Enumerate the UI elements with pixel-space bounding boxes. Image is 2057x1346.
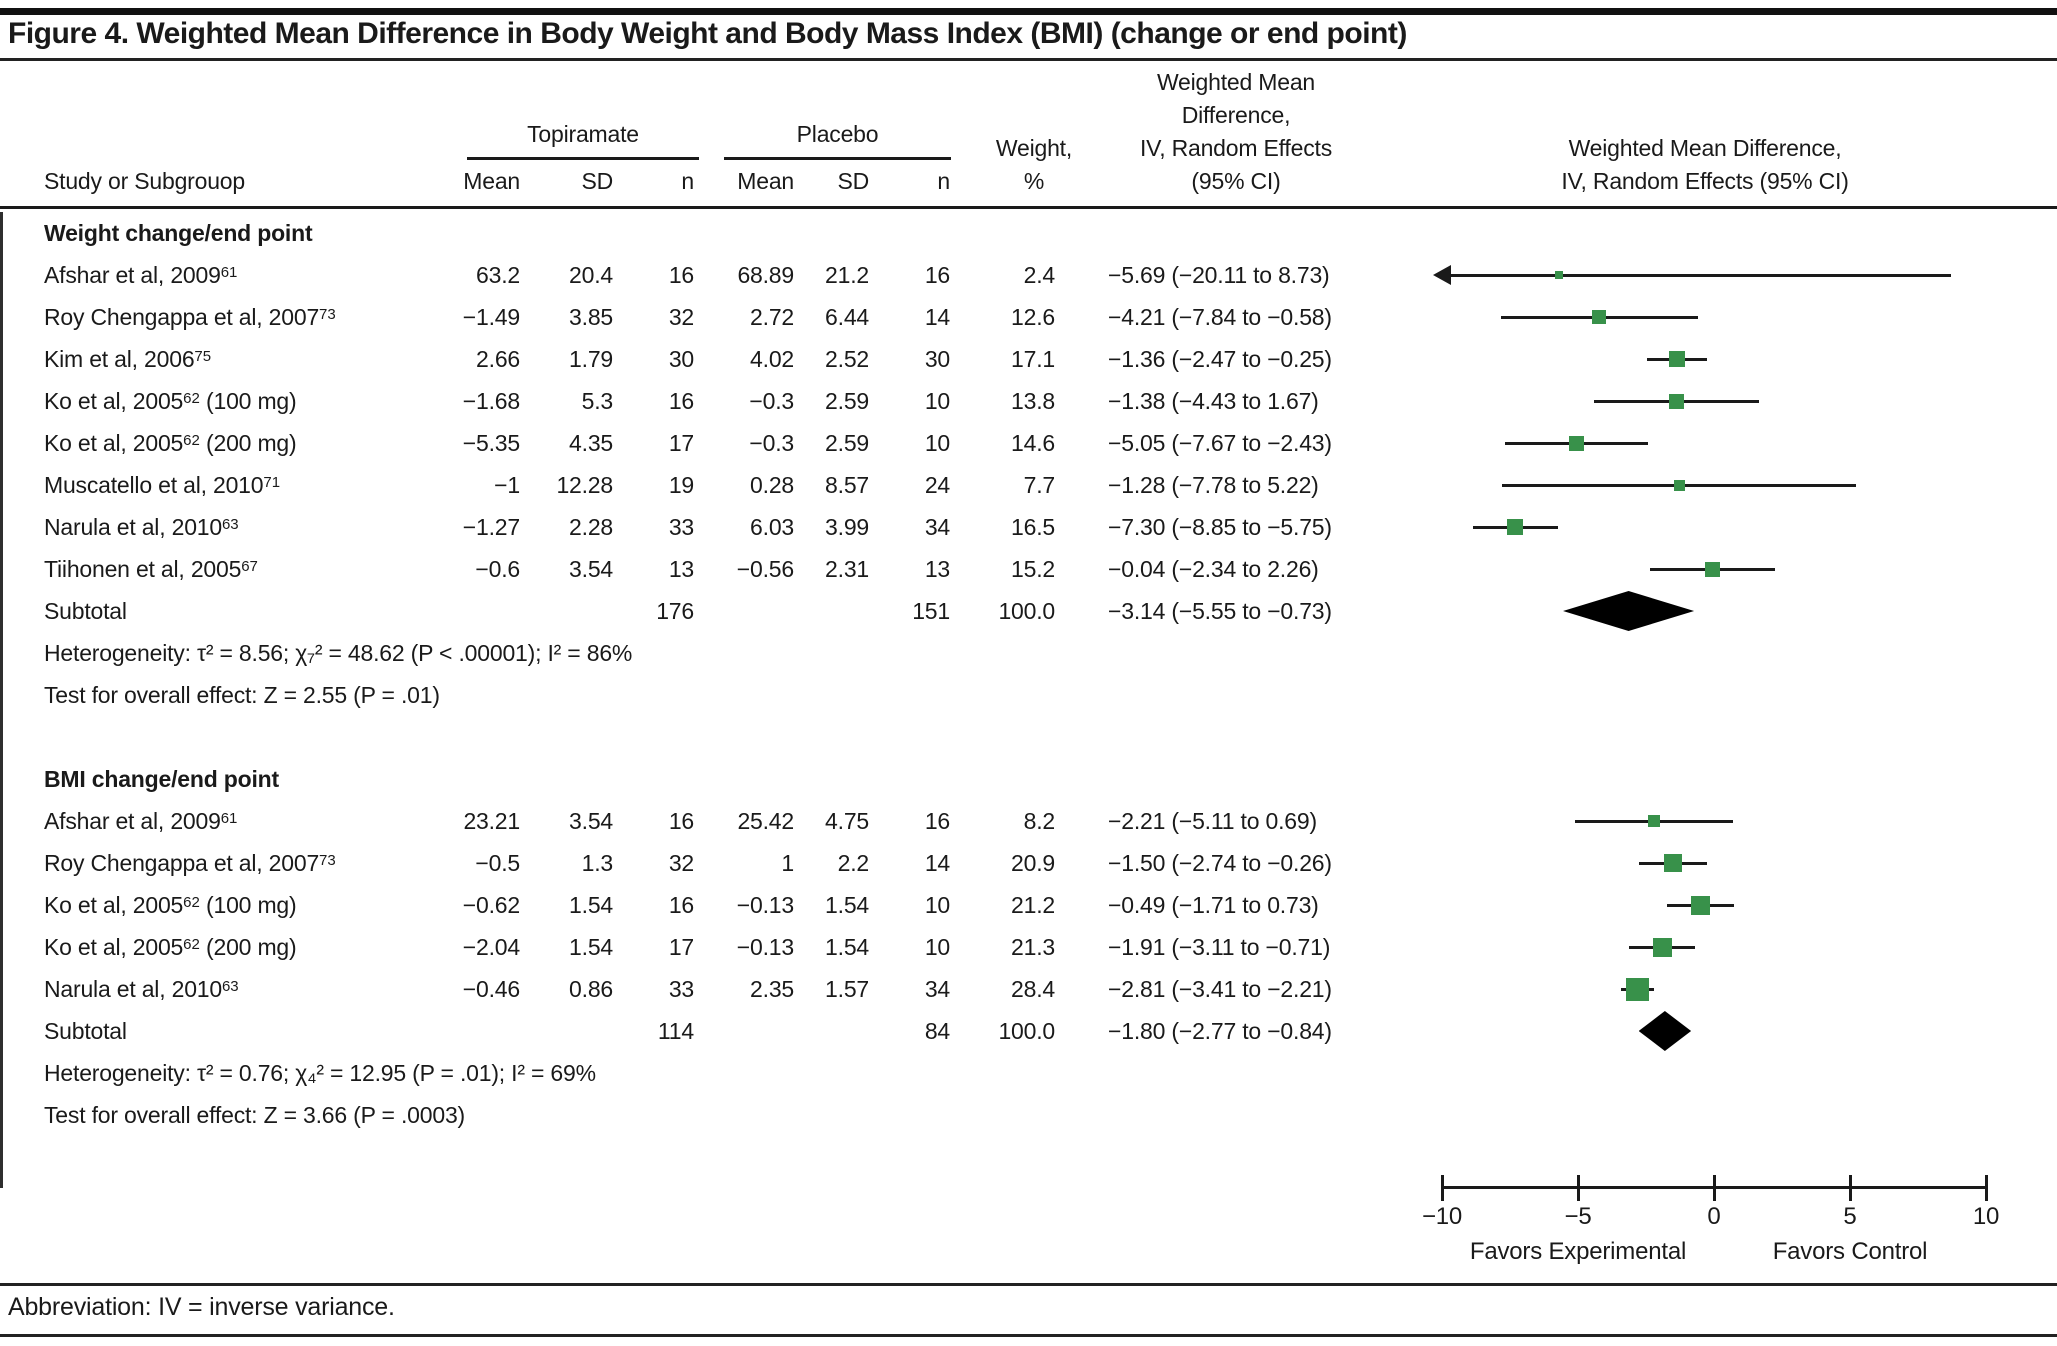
- column-header-placebo: Placebo: [796, 121, 879, 147]
- study-name: Narula et al, 2010: [44, 976, 222, 1002]
- placebo-n-value: 10: [924, 934, 950, 960]
- topiramate-mean-value: −1.27: [462, 514, 520, 540]
- placebo-sd-value: 2.2: [837, 850, 869, 876]
- section-header-label: Weight change/end point: [44, 220, 313, 246]
- top-rule-bar: [0, 8, 2057, 15]
- study-label: [44, 506, 464, 548]
- heterogeneity-row: [0, 632, 2057, 674]
- overall-effect-text: Test for overall effect: Z = 3.66 (P = .0003): [44, 1102, 465, 1128]
- study-name: Afshar et al, 2009: [44, 808, 221, 834]
- overall-effect-text: Test for overall effect: Z = 2.55 (P = .01): [44, 682, 440, 708]
- subtotal-diamond: [1563, 591, 1694, 631]
- point-estimate-marker: [1653, 938, 1672, 957]
- placebo-n-value: 34: [924, 976, 950, 1002]
- study-reference-superscript: 71: [263, 474, 281, 491]
- topiramate-mean-value: 63.2: [476, 262, 520, 288]
- study-reference-superscript: 62: [183, 390, 200, 407]
- weight-percent-value: 16.5: [1011, 514, 1055, 540]
- topiramate-n-value: 33: [668, 514, 694, 540]
- study-reference-superscript: 61: [220, 264, 238, 281]
- placebo-n-value: 10: [924, 388, 950, 414]
- point-estimate-marker: [1592, 310, 1606, 324]
- weight-percent-value: 28.4: [1011, 976, 1055, 1002]
- topiramate-n-value: 33: [668, 976, 694, 1002]
- placebo-mean-value: −0.3: [749, 388, 794, 414]
- placebo-mean-value: 68.89: [737, 262, 794, 288]
- study-row: [0, 842, 2057, 884]
- wmd-header-line2: Difference,: [1181, 102, 1291, 128]
- placebo-mean-value: 25.42: [737, 808, 794, 834]
- topiramate-n-value: 16: [668, 388, 694, 414]
- study-reference-superscript: 62: [183, 432, 200, 449]
- favors-experimental-label: Favors Experimental: [1469, 1238, 1687, 1265]
- topiramate-mean-value: −0.6: [475, 556, 520, 582]
- figure-title: Figure 4. Weighted Mean Difference in Body Weight and Body Mass Index (BMI) (change or end point): [8, 17, 1407, 50]
- study-label: [44, 380, 464, 422]
- study-name: Kim et al, 2006: [44, 346, 195, 372]
- study-dose-suffix: (200 mg): [199, 430, 297, 456]
- study-reference-superscript: 73: [319, 306, 336, 323]
- topiramate-sd-value: 4.35: [569, 430, 613, 456]
- placebo-mean-value: 2.35: [750, 976, 794, 1002]
- plot-header-line1: Weighted Mean Difference,: [1568, 135, 1842, 161]
- topiramate-mean-value: −5.35: [462, 430, 520, 456]
- plot-header-line2: IV, Random Effects (95% CI): [1561, 168, 1849, 194]
- placebo-sd-value: 2.59: [825, 430, 869, 456]
- column-header-wmd-plot: [1505, 132, 1905, 198]
- column-header-topiramate-n: n: [681, 168, 694, 194]
- section-header-row: [0, 212, 2057, 254]
- column-header-placebo-n: n: [937, 168, 950, 194]
- study-row: [0, 338, 2057, 380]
- column-header-placebo-mean: Mean: [737, 168, 794, 194]
- topiramate-sd-value: 20.4: [569, 262, 613, 288]
- point-estimate-marker: [1569, 436, 1584, 451]
- footer-rule-top: [0, 1283, 2057, 1286]
- weight-percent-value: 21.3: [1011, 934, 1055, 960]
- weight-percent-value: 12.6: [1011, 304, 1055, 330]
- weight-percent-value: 7.7: [1023, 472, 1055, 498]
- subtotal-topiramate-n: 176: [656, 598, 694, 624]
- study-name: Afshar et al, 2009: [44, 262, 221, 288]
- column-header-topiramate: Topiramate: [527, 121, 639, 147]
- subtotal-label: Subtotal: [44, 1018, 127, 1044]
- wmd-header-line4: (95% CI): [1191, 168, 1281, 194]
- ci-arrow-left-icon: [1433, 265, 1451, 285]
- column-header-wmd-text: [1086, 66, 1386, 198]
- placebo-mean-value: 4.02: [750, 346, 794, 372]
- study-row: [0, 884, 2057, 926]
- section-gap: [0, 716, 2057, 758]
- subtotal-diamond: [1639, 1011, 1691, 1051]
- placebo-mean-value: 6.03: [750, 514, 794, 540]
- study-row: [0, 422, 2057, 464]
- point-estimate-marker: [1669, 351, 1685, 367]
- x-axis-tick-label: −5: [1564, 1203, 1592, 1230]
- placebo-mean-value: 2.72: [750, 304, 794, 330]
- section-header-row: [0, 758, 2057, 800]
- placebo-sd-value: 2.52: [825, 346, 869, 372]
- point-estimate-marker: [1555, 271, 1563, 279]
- x-axis-tick-label: 5: [1843, 1203, 1857, 1230]
- point-estimate-marker: [1705, 562, 1720, 577]
- topiramate-mean-value: −1.68: [462, 388, 520, 414]
- column-header-study: Study or Subgrouop: [44, 168, 245, 194]
- x-axis-line: [1441, 1186, 1988, 1189]
- placebo-mean-value: −0.13: [736, 892, 794, 918]
- topiramate-n-value: 32: [668, 850, 694, 876]
- subtotal-row: [0, 1010, 2057, 1052]
- study-row: [0, 506, 2057, 548]
- x-axis-tick-label: 10: [1972, 1203, 2000, 1230]
- subtotal-placebo-n: 151: [912, 598, 950, 624]
- placebo-n-value: 24: [924, 472, 950, 498]
- placebo-sd-value: 3.99: [825, 514, 869, 540]
- column-header-placebo-sd: SD: [837, 168, 869, 194]
- point-estimate-marker: [1674, 480, 1685, 491]
- study-row: [0, 380, 2057, 422]
- subtotal-row: [0, 590, 2057, 632]
- topiramate-sd-value: 3.85: [569, 304, 613, 330]
- study-reference-superscript: 63: [221, 516, 239, 533]
- subtotal-weight-percent: 100.0: [998, 1018, 1055, 1044]
- study-row: [0, 968, 2057, 1010]
- heterogeneity-text: Heterogeneity: τ² = 8.56; χ₇² = 48.62 (P < .00001); I² = 86%: [44, 640, 633, 666]
- overall-effect-row: [0, 1094, 2057, 1136]
- table-rows: [0, 212, 2057, 1136]
- wmd-ci-text: −1.38 (−4.43 to 1.67): [1108, 388, 1319, 414]
- weight-percent-value: 17.1: [1011, 346, 1055, 372]
- topiramate-mean-value: 23.21: [463, 808, 520, 834]
- placebo-sd-value: 1.57: [825, 976, 869, 1002]
- placebo-sd-value: 6.44: [825, 304, 869, 330]
- study-row: [0, 926, 2057, 968]
- placebo-n-value: 14: [924, 304, 950, 330]
- weight-percent-value: 13.8: [1011, 388, 1055, 414]
- point-estimate-marker: [1691, 896, 1710, 915]
- topiramate-n-value: 17: [668, 430, 694, 456]
- overall-effect-row: [0, 674, 2057, 716]
- study-reference-superscript: 75: [194, 348, 212, 365]
- topiramate-sd-value: 12.28: [556, 472, 613, 498]
- column-header-topiramate-mean: Mean: [463, 168, 520, 194]
- weight-percent-value: 14.6: [1011, 430, 1055, 456]
- placebo-n-value: 10: [924, 892, 950, 918]
- study-dose-suffix: (100 mg): [199, 388, 297, 414]
- title-rule: [0, 58, 2057, 61]
- topiramate-n-value: 16: [668, 892, 694, 918]
- topiramate-sd-value: 2.28: [569, 514, 613, 540]
- topiramate-sd-value: 1.3: [581, 850, 613, 876]
- placebo-n-value: 16: [924, 808, 950, 834]
- placebo-sd-value: 1.54: [825, 934, 869, 960]
- study-reference-superscript: 73: [319, 852, 336, 869]
- topiramate-sd-value: 3.54: [569, 808, 613, 834]
- subtotal-weight-percent: 100.0: [998, 598, 1055, 624]
- placebo-underline: [724, 157, 951, 160]
- study-label: [44, 968, 464, 1010]
- topiramate-mean-value: 2.66: [476, 346, 520, 372]
- placebo-n-value: 34: [924, 514, 950, 540]
- ci-line: [1448, 274, 1951, 277]
- placebo-mean-value: 0.28: [750, 472, 794, 498]
- placebo-n-value: 13: [924, 556, 950, 582]
- study-reference-superscript: 62: [183, 894, 200, 911]
- x-axis-tick-label: 0: [1707, 1203, 1721, 1230]
- study-label: [44, 464, 464, 506]
- study-label: [44, 548, 464, 590]
- point-estimate-marker: [1669, 394, 1684, 409]
- placebo-n-value: 16: [924, 262, 950, 288]
- study-name: Roy Chengappa et al, 2007: [44, 850, 320, 876]
- favors-control-label: Favors Control: [1772, 1238, 1928, 1265]
- study-label: [44, 800, 464, 842]
- weight-percent-value: 15.2: [1011, 556, 1055, 582]
- heterogeneity-text: Heterogeneity: τ² = 0.76; χ₄² = 12.95 (P = .01); I² = 69%: [44, 1060, 596, 1086]
- placebo-mean-value: −0.56: [736, 556, 794, 582]
- study-reference-superscript: 61: [220, 810, 238, 827]
- topiramate-mean-value: −0.62: [462, 892, 520, 918]
- weight-percent-value: 20.9: [1011, 850, 1055, 876]
- placebo-n-value: 30: [924, 346, 950, 372]
- wmd-ci-text: −1.50 (−2.74 to −0.26): [1108, 850, 1332, 876]
- weight-header-line2: %: [1023, 168, 1045, 194]
- study-name: Roy Chengappa et al, 2007: [44, 304, 320, 330]
- topiramate-n-value: 13: [668, 556, 694, 582]
- placebo-sd-value: 2.59: [825, 388, 869, 414]
- study-name: Ko et al, 2005: [44, 934, 184, 960]
- study-name: Ko et al, 2005: [44, 388, 184, 414]
- wmd-ci-text: −2.21 (−5.11 to 0.69): [1108, 808, 1317, 834]
- abbreviation-note: Abbreviation: IV = inverse variance.: [8, 1293, 395, 1321]
- topiramate-n-value: 17: [668, 934, 694, 960]
- placebo-mean-value: 1: [781, 850, 794, 876]
- placebo-n-value: 14: [924, 850, 950, 876]
- wmd-ci-text: −7.30 (−8.85 to −5.75): [1108, 514, 1332, 540]
- subtotal-wmd-ci-text: −1.80 (−2.77 to −0.84): [1108, 1018, 1332, 1044]
- placebo-sd-value: 1.54: [825, 892, 869, 918]
- wmd-ci-text: −2.81 (−3.41 to −2.21): [1108, 976, 1332, 1002]
- study-name: Tiihonen et al, 2005: [44, 556, 242, 582]
- study-label: [44, 296, 464, 338]
- topiramate-n-value: 16: [668, 808, 694, 834]
- placebo-sd-value: 8.57: [825, 472, 869, 498]
- study-label: [44, 422, 464, 464]
- topiramate-mean-value: −0.46: [462, 976, 520, 1002]
- column-header-topiramate-sd: SD: [581, 168, 613, 194]
- point-estimate-marker: [1648, 815, 1660, 827]
- topiramate-sd-value: 5.3: [581, 388, 613, 414]
- wmd-ci-text: −1.91 (−3.11 to −0.71): [1108, 934, 1331, 960]
- subtotal-placebo-n: 84: [924, 1018, 950, 1044]
- subtotal-wmd-ci-text: −3.14 (−5.55 to −0.73): [1108, 598, 1332, 624]
- topiramate-sd-value: 1.79: [569, 346, 613, 372]
- footer-rule-bottom: [0, 1334, 2057, 1337]
- point-estimate-marker: [1664, 854, 1682, 872]
- topiramate-sd-value: 3.54: [569, 556, 613, 582]
- study-label: [44, 842, 464, 884]
- wmd-ci-text: −4.21 (−7.84 to −0.58): [1108, 304, 1332, 330]
- point-estimate-marker: [1507, 519, 1523, 535]
- point-estimate-marker: [1626, 978, 1649, 1001]
- topiramate-underline: [467, 157, 699, 160]
- weight-header-line1: Weight,: [995, 135, 1073, 161]
- topiramate-n-value: 19: [668, 472, 694, 498]
- topiramate-n-value: 30: [668, 346, 694, 372]
- study-reference-superscript: 63: [221, 978, 239, 995]
- study-name: Narula et al, 2010: [44, 514, 222, 540]
- study-name: Ko et al, 2005: [44, 430, 184, 456]
- x-axis-tick-label: −10: [1421, 1203, 1463, 1230]
- topiramate-n-value: 16: [668, 262, 694, 288]
- study-name: Ko et al, 2005: [44, 892, 184, 918]
- weight-percent-value: 21.2: [1011, 892, 1055, 918]
- study-reference-superscript: 67: [241, 558, 258, 575]
- study-dose-suffix: (200 mg): [199, 934, 297, 960]
- topiramate-sd-value: 1.54: [569, 934, 613, 960]
- wmd-header-line1: Weighted Mean: [1156, 69, 1316, 95]
- study-label: [44, 926, 464, 968]
- study-row: [0, 548, 2057, 590]
- study-dose-suffix: (100 mg): [199, 892, 297, 918]
- placebo-sd-value: 21.2: [825, 262, 869, 288]
- study-label: [44, 338, 464, 380]
- study-name: Muscatello et al, 2010: [44, 472, 264, 498]
- topiramate-mean-value: −2.04: [462, 934, 520, 960]
- wmd-ci-text: −5.05 (−7.67 to −2.43): [1108, 430, 1332, 456]
- topiramate-mean-value: −0.5: [475, 850, 520, 876]
- subtotal-topiramate-n: 114: [657, 1018, 694, 1044]
- heterogeneity-row: [0, 1052, 2057, 1094]
- study-row: [0, 296, 2057, 338]
- study-row: [0, 800, 2057, 842]
- wmd-ci-text: −1.36 (−2.47 to −0.25): [1108, 346, 1332, 372]
- weight-percent-value: 8.2: [1023, 808, 1055, 834]
- placebo-mean-value: −0.3: [749, 430, 794, 456]
- placebo-sd-value: 4.75: [825, 808, 869, 834]
- topiramate-mean-value: −1: [494, 472, 520, 498]
- wmd-ci-text: −0.49 (−1.71 to 0.73): [1108, 892, 1319, 918]
- wmd-ci-text: −1.28 (−7.78 to 5.22): [1108, 472, 1319, 498]
- placebo-mean-value: −0.13: [736, 934, 794, 960]
- placebo-n-value: 10: [924, 430, 950, 456]
- study-row: [0, 464, 2057, 506]
- placebo-sd-value: 2.31: [825, 556, 869, 582]
- study-row: [0, 254, 2057, 296]
- study-reference-superscript: 62: [183, 936, 200, 953]
- study-label: [44, 884, 464, 926]
- topiramate-sd-value: 0.86: [569, 976, 613, 1002]
- topiramate-mean-value: −1.49: [462, 304, 520, 330]
- wmd-ci-text: −5.69 (−20.11 to 8.73): [1108, 262, 1330, 288]
- weight-percent-value: 2.4: [1023, 262, 1055, 288]
- header-rule: [0, 206, 2057, 209]
- study-label: [44, 254, 464, 296]
- wmd-header-line3: IV, Random Effects: [1139, 135, 1332, 161]
- section-header-label: BMI change/end point: [44, 766, 279, 792]
- topiramate-n-value: 32: [668, 304, 694, 330]
- topiramate-sd-value: 1.54: [569, 892, 613, 918]
- wmd-ci-text: −0.04 (−2.34 to 2.26): [1108, 556, 1319, 582]
- subtotal-label: Subtotal: [44, 598, 127, 624]
